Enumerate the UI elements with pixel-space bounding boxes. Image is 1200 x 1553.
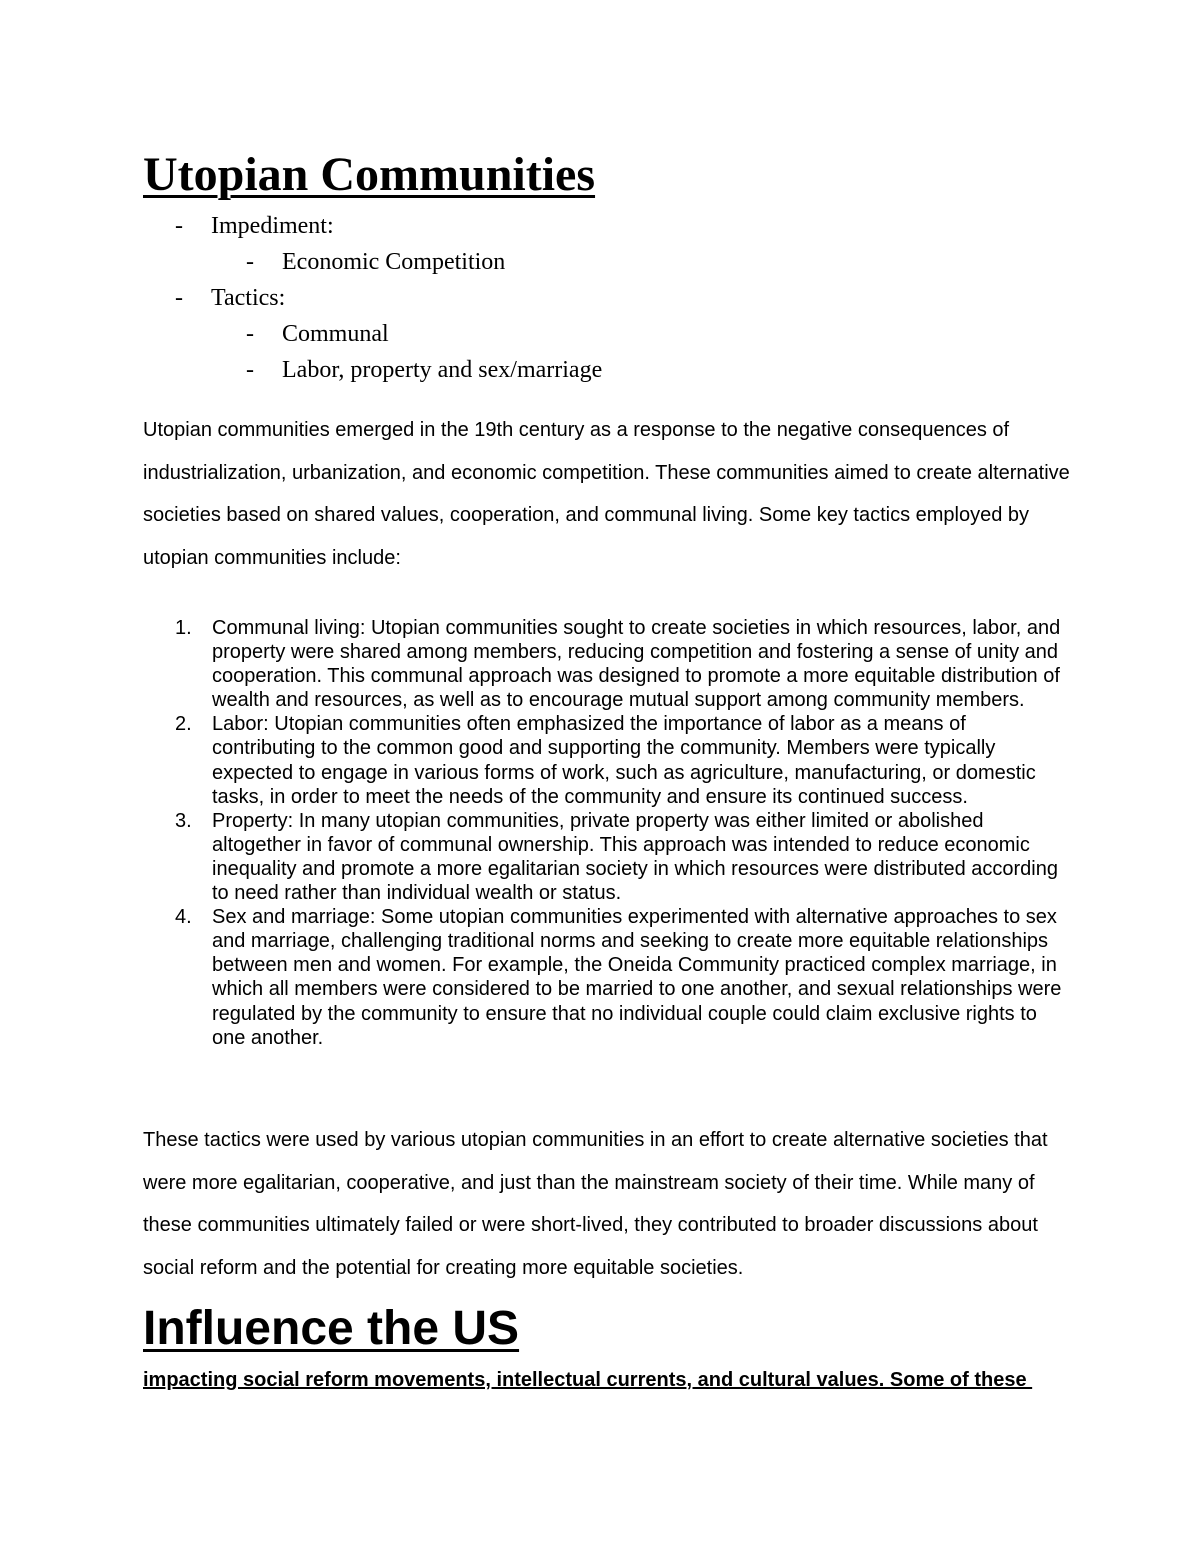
list-item-text: Communal living: Utopian communities sought to create societies in which resources, labor, and property were shared among members, reducing competition and fostering a sense of unity and cooperation. This communal approach was designed to promote a more equitable distribution of wealth and resources, as well as to encourage mutual support among community members. (212, 617, 1061, 712)
outline-item-label: Tactics: (211, 285, 286, 311)
section-heading: Influence the US (143, 1302, 520, 1355)
list-dash: - (246, 357, 254, 383)
closing-paragraph: These tactics were used by various utopian communities in an effort to create alternative societies that were more egalitarian, cooperative, and just than the mainstream society of their time. While many of these communities ultimately failed or were short-lived, they contributed to broader discussions about social reform and the potential for creating more equitable societies. (143, 1129, 1048, 1279)
list-item-text: Sex and marriage: Some utopian communities experimented with alternative approaches to sex and marriage, challenging traditional norms and seeking to create more equitable relationships between men and women. For example, the Oneida Community practiced complex marriage, in which all members were considered to be married to one another, and sexual relationships were regulated by the community to ensure that no individual couple could claim exclusive rights to one another. (212, 906, 1062, 1049)
section-subline: impacting social reform movements, intellectual currents, and cultural values. Some of these (143, 1369, 1033, 1391)
list-number: 1. (175, 617, 192, 639)
list-number: 3. (175, 809, 192, 832)
outline-item-label: Labor, property and sex/marriage (282, 357, 603, 383)
outline-item-label: Communal (282, 321, 389, 347)
list-item (0, 616, 1072, 712)
intro-paragraph: Utopian communities emerged in the 19th century as a response to the negative consequences of industrialization, urbanization, and economic competition. These communities aimed to create alternative societies based on shared values, cooperation, and communal living. Some key tactics employed by utopian communities include: (143, 419, 1070, 569)
list-item-text: Labor: Utopian communities often emphasized the importance of labor as a means of contributing to the common good and supporting the community. Members were typically expected to engage in various forms of work, such as agriculture, manufacturing, or domestic tasks, in order to meet the needs of the community and ensure its continued success. (212, 713, 1036, 808)
list-dash: - (175, 285, 183, 311)
list-number: 4. (175, 906, 192, 929)
list-number: 2. (175, 713, 192, 736)
list-dash: - (246, 249, 254, 275)
list-item-text: Property: In many utopian communities, private property was either limited or abolished altogether in favor of communal ownership. This approach was intended to reduce economic inequality and promote a more egalitarian society in which resources were distributed according to need rather than individual wealth or status. (212, 809, 1058, 905)
outline-item-label: Economic Competition (282, 249, 506, 275)
list-item (0, 712, 1072, 808)
list-item (0, 905, 1072, 1050)
list-item (0, 809, 1072, 905)
document-title: Utopian Communities (143, 148, 596, 201)
list-dash: - (246, 321, 254, 347)
outline-item-label: Impediment: (211, 213, 334, 239)
tactics-numbered-list (0, 616, 1200, 1050)
list-dash: - (175, 213, 183, 239)
